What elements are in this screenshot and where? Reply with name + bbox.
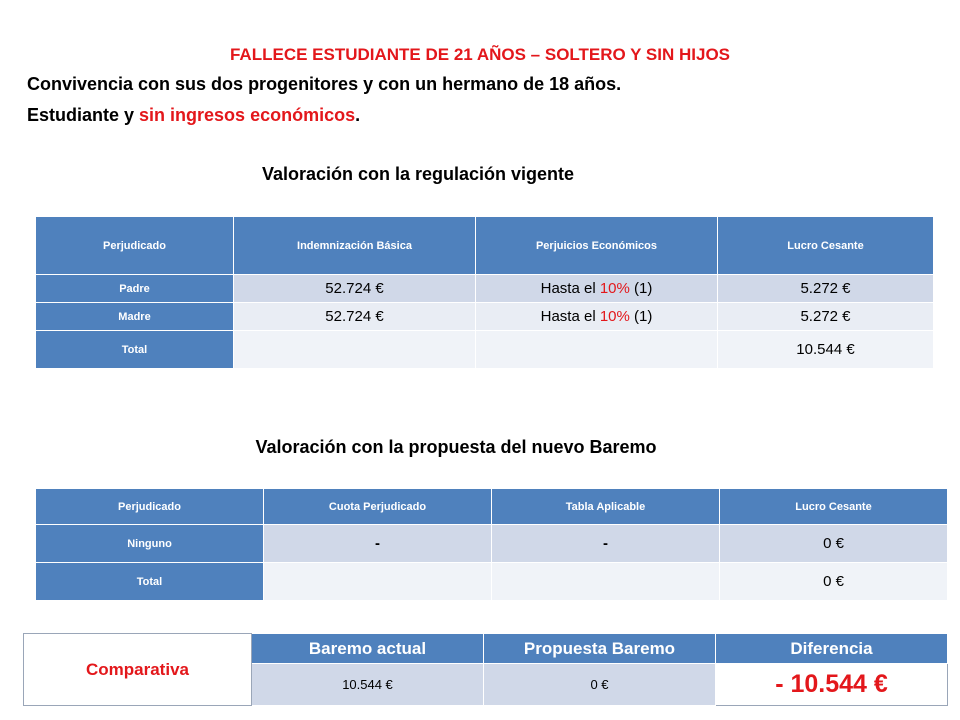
cell-empty xyxy=(476,331,718,369)
vigente-header-lucro: Lucro Cesante xyxy=(718,217,934,275)
cell-lucro: 0 € xyxy=(720,525,948,563)
comparativa-propuesta-value: 0 € xyxy=(484,664,716,706)
cell-cuota: - xyxy=(264,525,492,563)
perjuicios-prefix: Hasta el xyxy=(540,280,600,297)
comparativa-actual-value: 10.544 € xyxy=(252,664,484,706)
context-line-2-suffix: . xyxy=(355,105,361,125)
table-row xyxy=(36,525,948,563)
vigente-subtitle: Valoración con la regulación vigente xyxy=(261,164,575,184)
cell-lucro: 5.272 € xyxy=(718,275,934,303)
row-label-madre: Madre xyxy=(36,303,234,331)
propuesta-header-lucro: Lucro Cesante xyxy=(720,489,948,525)
vigente-header-perjudicado: Perjudicado xyxy=(36,217,234,275)
propuesta-table xyxy=(35,488,948,601)
row-label-ninguno: Ninguno xyxy=(36,525,264,563)
perjuicios-note: (1) xyxy=(629,308,653,325)
perjuicios-percent: 10% xyxy=(599,308,630,325)
cell-tabla: - xyxy=(492,525,720,563)
row-label-padre: Padre xyxy=(36,275,234,303)
context-line-2 xyxy=(27,105,360,126)
table-row-total xyxy=(36,563,948,601)
cell-indemnizacion: 52.724 € xyxy=(234,275,476,303)
no-income-highlight: sin ingresos económicos xyxy=(139,105,356,125)
comparativa-header-actual: Baremo actual xyxy=(252,634,484,664)
vigente-header-indemnizacion: Indemnización Básica xyxy=(234,217,476,275)
slide-title: FALLECE ESTUDIANTE DE 21 AÑOS – SOLTERO Y SIN HIJOS xyxy=(229,45,731,64)
cell-empty xyxy=(234,331,476,369)
propuesta-header-cuota: Cuota Perjudicado xyxy=(264,489,492,525)
cell-perjuicios xyxy=(476,275,718,303)
comparativa-table xyxy=(23,633,948,706)
vigente-table xyxy=(35,216,934,369)
vigente-header-perjuicios: Perjuicios Económicos xyxy=(476,217,718,275)
context-line-1: Convivencia con sus dos progenitores y con un hermano de 18 años. xyxy=(27,74,622,94)
vigente-total-value: 10.544 € xyxy=(718,331,934,369)
cell-empty xyxy=(492,563,720,601)
comparativa-diferencia-value: - 10.544 € xyxy=(716,664,948,706)
comparativa-header-propuesta: Propuesta Baremo xyxy=(484,634,716,664)
row-label-total: Total xyxy=(36,563,264,601)
cell-indemnizacion: 52.724 € xyxy=(234,303,476,331)
context-line-2-prefix: Estudiante y xyxy=(27,105,140,125)
comparativa-label: Comparativa xyxy=(24,634,252,706)
perjuicios-note: (1) xyxy=(629,280,653,297)
cell-lucro: 5.272 € xyxy=(718,303,934,331)
table-row-total xyxy=(36,331,934,369)
row-label-total: Total xyxy=(36,331,234,369)
perjuicios-percent: 10% xyxy=(599,280,630,297)
propuesta-header-perjudicado: Perjudicado xyxy=(36,489,264,525)
comparativa-header-diferencia: Diferencia xyxy=(716,634,948,664)
table-row xyxy=(36,303,934,331)
table-row xyxy=(36,275,934,303)
cell-perjuicios xyxy=(476,303,718,331)
propuesta-header-tabla: Tabla Aplicable xyxy=(492,489,720,525)
perjuicios-prefix: Hasta el xyxy=(540,308,600,325)
propuesta-subtitle: Valoración con la propuesta del nuevo Baremo xyxy=(255,437,657,457)
propuesta-total-value: 0 € xyxy=(720,563,948,601)
cell-empty xyxy=(264,563,492,601)
